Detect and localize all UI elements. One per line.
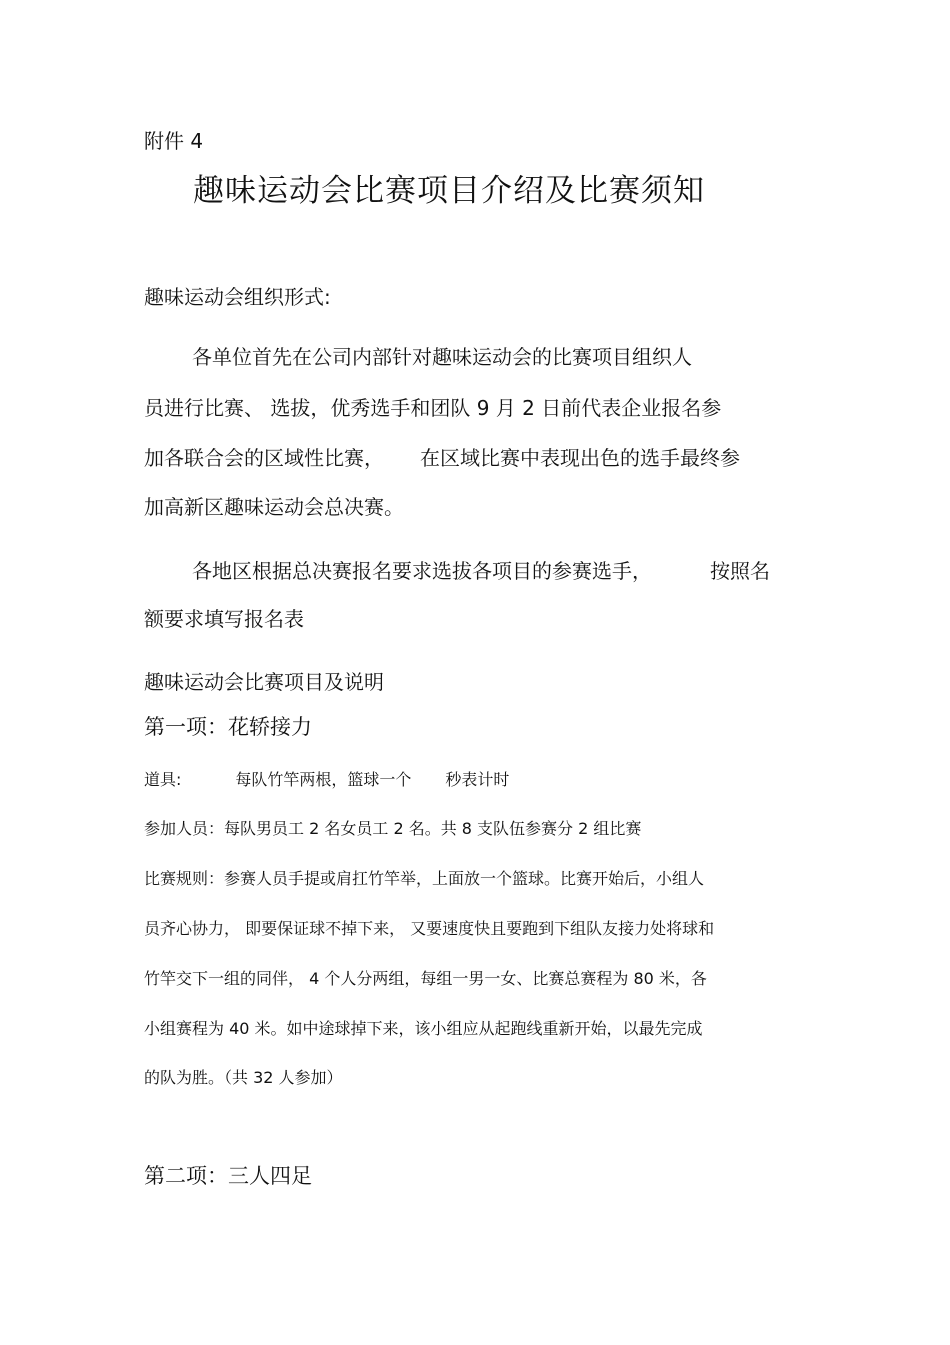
item1-rules-line5: 的队为胜。（共 32 人参加）: [144, 1068, 343, 1087]
para1-line1: 各单位首先在公司内部针对趣味运动会的比赛项目组织人: [192, 345, 692, 369]
para1-line3: [144, 448, 740, 468]
item1-rules-line1: 比赛规则：参赛人员手提或肩扛竹竿举，上面放一个篮球。比赛开始后，小组人: [144, 869, 705, 888]
annex-label: 附件 4: [144, 129, 204, 153]
para2-line1: [192, 561, 770, 581]
item1-heading: 第一项：花轿接力: [144, 715, 312, 739]
para1-line3-part1: 加各联合会的区域性比赛，: [144, 446, 384, 470]
org-heading: 趣味运动会组织形式:: [144, 285, 331, 309]
para1-line4: 加高新区趣味运动会总决赛。: [144, 495, 404, 519]
item1-rules-line3: 竹竿交下一组的同伴， 4 个人分两组，每组一男一女、比赛总赛程为 80 米，各: [144, 969, 707, 988]
item1-rules-line4: 小组赛程为 40 米。如中途球掉下来，该小组应从起跑线重新开始，以最先完成: [144, 1019, 703, 1038]
item1-props-extra: 秒表计时: [445, 770, 510, 789]
items-heading: 趣味运动会比赛项目及说明: [144, 670, 384, 694]
item1-rules-line2: 员齐心协力， 即要保证球不掉下来， 又要速度快且要跑到下组队友接力处将球和: [144, 919, 715, 938]
item1-participants: 参加人员：每队男员工 2 名女员工 2 名。共 8 支队伍参赛分 2 组比赛: [144, 819, 642, 838]
item2-heading: 第二项：三人四足: [144, 1164, 312, 1188]
para2-line2: 额要求填写报名表: [144, 607, 304, 631]
item1-props: [144, 772, 509, 788]
para2-line1-part2: 按照名: [710, 559, 770, 583]
page-title: 趣味运动会比赛项目介绍及比赛须知: [193, 173, 705, 209]
item1-props-value: 每队竹竿两根，篮球一个: [235, 770, 412, 789]
item1-props-label: 道具:: [144, 770, 182, 789]
para1-line3-part2: 在区域比赛中表现出色的选手最终参: [420, 446, 740, 470]
para1-line2: 员进行比赛、 选拔，优秀选手和团队 9 月 2 日前代表企业报名参: [144, 396, 722, 420]
para2-line1-part1: 各地区根据总决赛报名要求选拔各项目的参赛选手，: [192, 559, 652, 583]
